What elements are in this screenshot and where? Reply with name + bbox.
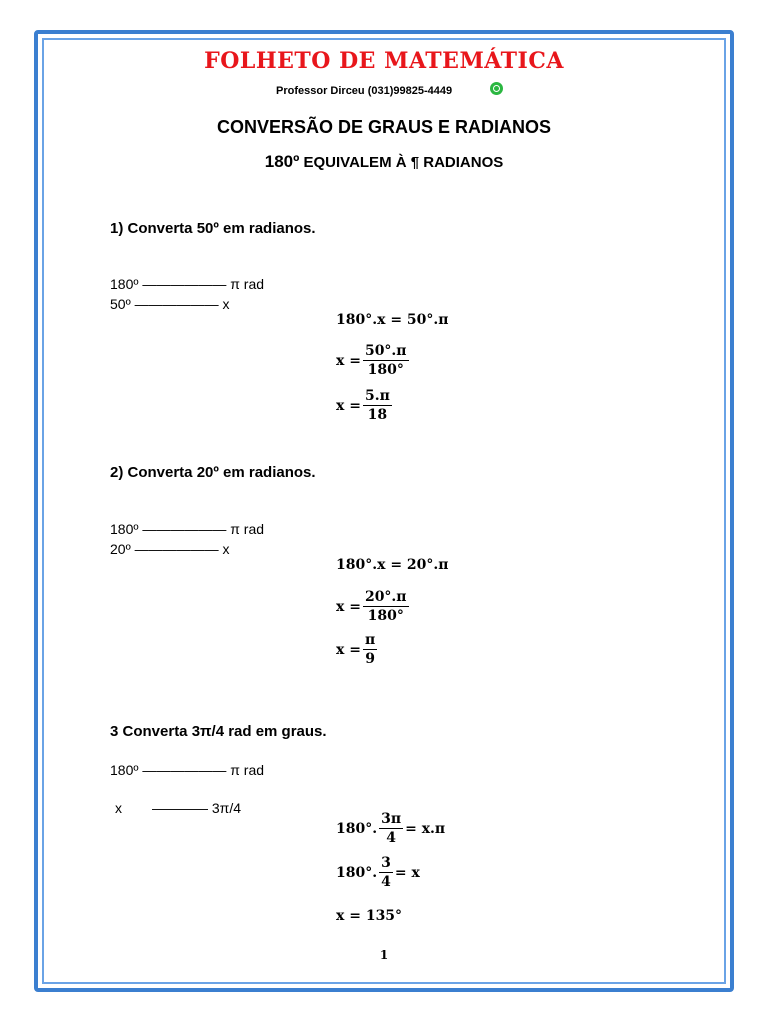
problem-3-title: 3 Converta 3π/4 rad em graus. [110, 723, 327, 740]
numerator: 5.π [364, 388, 390, 404]
step-prefix: 180°. [336, 864, 378, 881]
problem-1-rule-line-1: 180º —————— π rad [110, 276, 265, 292]
problem-3-rule-line-2: ———— 3π/4 [152, 800, 242, 816]
page-number: 1 [379, 948, 389, 962]
step-suffix: = x [394, 864, 420, 881]
problem-1-step-1: 180°.x = 50°.π [336, 312, 449, 328]
denominator: 18 [367, 407, 388, 423]
problem-1-step-3 [336, 388, 394, 423]
problem-2-rule-line-2: 20º —————— x [110, 541, 230, 557]
numerator: 3π [381, 811, 402, 827]
denominator: 180° [367, 362, 404, 378]
step-lhs: x = [336, 397, 361, 414]
problem-3-step-1 [336, 811, 445, 846]
problem-3-rule-x: x [115, 800, 122, 816]
problem-2-title: 2) Converta 20º em radianos. [110, 464, 316, 481]
numerator: π [364, 632, 376, 648]
step-lhs: x = [336, 352, 361, 369]
professor-contact: Professor Dirceu (031)99825-4449 [276, 85, 453, 97]
problem-3-rule-line-1: 180º —————— π rad [110, 762, 265, 778]
step-prefix: 180°. [336, 820, 378, 837]
numerator: 20°.π [364, 589, 407, 605]
problem-2-step-2 [336, 589, 411, 624]
problem-1-title: 1) Converta 50º em radianos. [110, 220, 316, 237]
numerator: 50°.π [364, 343, 407, 359]
fraction [363, 632, 377, 667]
problem-3-step-2 [336, 855, 420, 890]
denominator: 180° [367, 608, 404, 624]
subheading-text: EQUIVALEM À ¶ RADIANOS [303, 154, 504, 171]
problem-2-step-1: 180°.x = 20°.π [336, 557, 449, 573]
step-lhs: x = [336, 641, 361, 658]
problem-2-rule-line-1: 180º —————— π rad [110, 521, 265, 537]
document-title: FOLHETO DE MATEMÁTICA [204, 48, 564, 74]
denominator: 4 [386, 830, 396, 846]
problem-2-step-3 [336, 632, 379, 667]
fraction [363, 589, 409, 624]
problem-1-rule-line-2: 50º —————— x [110, 296, 230, 312]
step-lhs: x = [336, 598, 361, 615]
whatsapp-icon [490, 82, 503, 95]
section-heading: CONVERSÃO DE GRAUS E RADIANOS [216, 117, 552, 137]
denominator: 9 [365, 651, 375, 667]
fraction [363, 388, 392, 423]
section-subheading [0, 152, 768, 172]
subheading-number: 180º [264, 152, 300, 171]
step-suffix: = x.π [405, 820, 446, 837]
fraction [379, 855, 393, 890]
problem-1-step-2 [336, 343, 411, 378]
denominator: 4 [381, 874, 391, 890]
numerator: 3 [381, 855, 391, 871]
fraction [379, 811, 403, 846]
problem-3-step-3: x = 135° [336, 908, 403, 924]
fraction [363, 343, 409, 378]
